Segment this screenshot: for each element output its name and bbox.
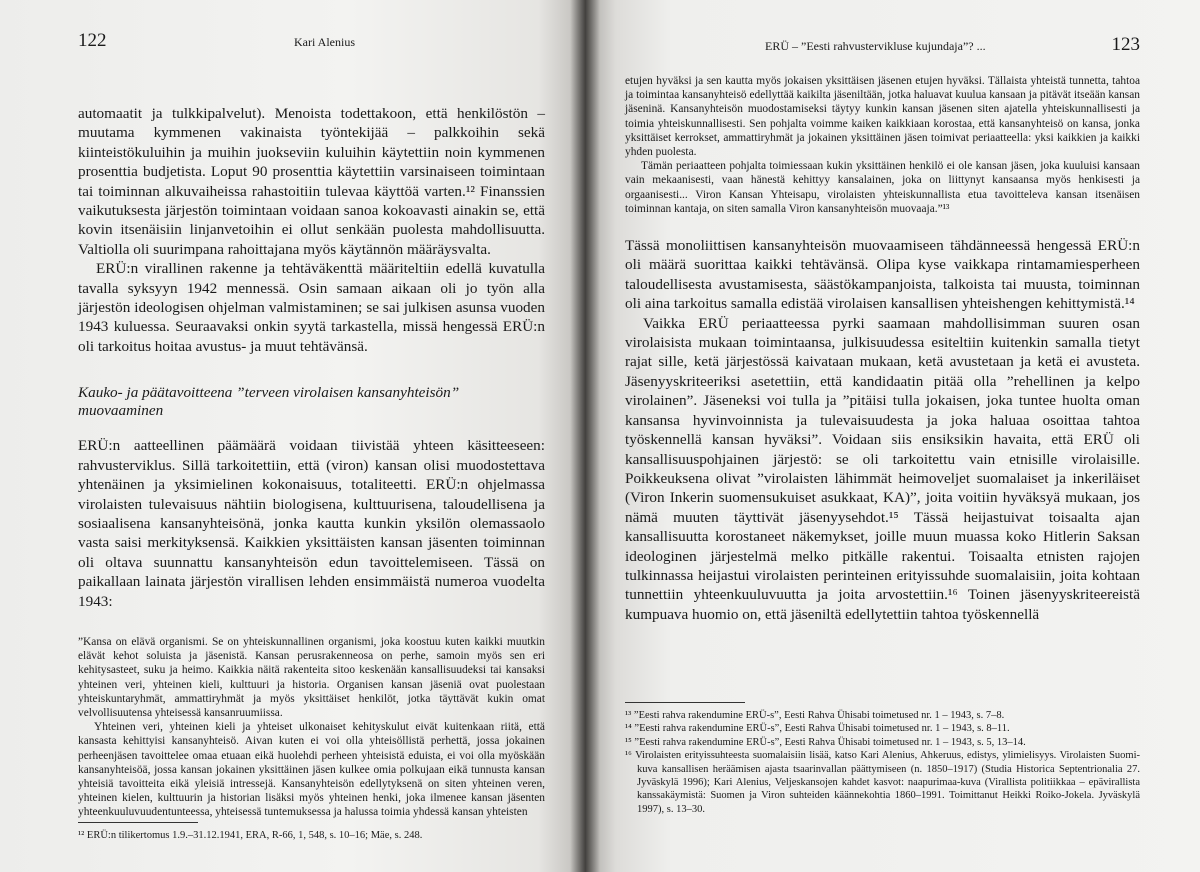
quote-paragraph: ”Kansa on elävä organismi. Se on yhteiskunnallinen organismi, joka koostuu kuten kaikki muutkin elävät kehot soluista ja jäsenistä. Kansan perusrakenneosa on perhe, samoin myös sen eri kehitysasteet, suku ja heimo. Kaikkia näitä rakenteita sitoo keskenään kansallisuudeksi tai kansaksi yhteinen veri, yhteinen kieli, kulttuuri ja historia. Organisen kansan jäseniä ovat puolestaan yhteiskuntaryhmät, ammattiryhmät ja myös yksittäiset henkilöt, jotka täyttävät kukin omat velvollisuutensa yhteisessä kansanruumiissa. bbox=[78, 635, 545, 719]
left-page-number: 122 bbox=[78, 30, 107, 51]
right-page bbox=[585, 0, 1200, 872]
left-body-text bbox=[78, 104, 545, 611]
left-page bbox=[0, 0, 585, 872]
footnote: ¹² ERÜ:n tilikertomus 1.9.–31.12.1941, ERA, R-66, 1, 548, s. 10–16; Mäe, s. 248. bbox=[78, 830, 423, 841]
right-running-head bbox=[625, 34, 1140, 74]
footnote-rule bbox=[625, 702, 745, 703]
paragraph: ERÜ:n aatteellinen päämäärä voidaan tiivistää yhteen käsitteeseen: rahvusterviklus. Sillä tarkoitettiin, että (viron) kansan olisi muodostettava yhtenäinen ja yksimielinen kokonaisuus, totaliteetti. ERÜ:n ohjelmassa virolaisten tulevaisuus nähtiin biologisena, kulttuurisena, taloudellisena ja sosiaalisena kansanyhteisönä, jonka kautta kunkin yksilön olemassaolo vasta saisi merkityksensä. Kaikkien yksittäisten kansan jäsenten toiminnan oli oltava suunnattu kansanyhteisön edun tavoittelemiseen. Tässä on paikallaan lainata järjestön virallisen lehden ensimmäistä numeroa vuodelta 1943: bbox=[78, 437, 545, 610]
quote-paragraph: Yhteinen veri, yhteinen kieli ja yhteiset ulkonaiset kehityskulut eivät kuitenkaan riitä, että kansasta kehittyisi kansanyhteisö. Aivan kuten ei voi olla yhteisöllistä perhettä, jossa jokainen perheenjäsen tavoittelee omaa etuaan eikä huolehdi perheen yhteisistä eduista, ei voi olla myöskään kansanyhteisöä, jossa kansan jokainen yksittäinen jäsen kulkee omia polkujaan eikä tunnusta kansan yhteisiä tavoitteita eikä yleisiä intressejä. Kansanyhteisön edellytyksenä on siten yhteinen veren, yhteinen kielen, kulttuurin ja historian lisäksi myös yhteinen henki, joka ilmenee kansan jäsenten yhteenkuuluvuudentunteessa, yhteisessä tuntemuksessa ja halussa toimia yhdessä kansan yhteisten bbox=[78, 721, 545, 819]
footnote: ¹⁵ ”Eesti rahva rakendumine ERÜ-s”, Eesti Rahva Ühisabi toimetused nr. 1 – 1943, s. 5, 13–14. bbox=[625, 736, 1026, 748]
block-quote bbox=[78, 635, 545, 820]
left-running-head bbox=[78, 30, 545, 70]
paragraph: Vaikka ERÜ periaatteessa pyrki saamaan mahdollisimman suuren osan virolaisista mukaan toimintaansa, julkisuudessa esiteltiin kuitenkin samalla tietyt rajat sille, ketä järjestössä kaivataan mukaan, ketä avustetaan ja ketä ei avusteta. Jäsenyyskriteeriksi asetettiin, että kandidaatin pitää olla ”rehellinen ja kelpo virolainen”. Jäseneksi voi tulla ja ”pitäisi tulla jokaisen, joka tuntee huolta oman kansansa hyvinvoinnista ja tulevaisuudesta ja joka haluaa osoittaa tahtoa työskennellä kansan hyväksi”. Voidaan siis ensiksikin havaita, että ERÜ oli kansallisuuspohjainen järjestö: se oli tarkoitettu vain etnisille virolaisille. Poikkeuksena olivat ”virolaisten lähimmät heimoveljet suomalaiset ja inkeriläiset (Viron Inkerin suomensukuiset asukkaat, KA)”, joita voitiin hyväksyä mukaan, jos nämä muuten täyttivät jäsenyysehdot.¹⁵ Tässä heijastuivat toisaalta ajan kansallisuutta korostaneet näkemykset, joille muun muassa koko Hitlerin Saksan ideologinen järjestelmä melko pitkälle rakentui. Toisaalta etnisten rajojen tulkinnassa heijastui virolaisten perinteinen erityissuhde suomalaisiin, joita kohtaan tunnettiin yhteenkuuluvuutta ja joita arvostettiin.¹⁶ Toinen jäsenyyskriteereistä kumpuava huomio on, että jäseniltä edellytettiin tahtoa työskennellä bbox=[625, 314, 1140, 623]
right-footnotes bbox=[625, 702, 1140, 816]
footnote: ¹⁶ Virolaisten erityissuhteesta suomalaisiin lisää, katso Kari Alenius, Ahkeruus, edistys, ylimielisyys. Virolaisten Suomi-kuva kansallisen heräämisen ajasta tsaarinvallan päättymiseen (n. 1850–1917) (Studia Historica Septentrionalia 27. Jyväskylä 1996); Kari Alenius, Veljeskansojen kahdet kasvot: naapurimaa-kuva (Virallista politiikkaa – epävirallista kanssakäymistä: Suomen ja Viron suhteiden käännekohtia 1860–1991. Toimittanut Heikki Roiko-Jokela. Jyväskylä 1997), s. 13–30. bbox=[625, 750, 1140, 815]
paragraph: ERÜ:n virallinen rakenne ja tehtäväkenttä määriteltiin edellä kuvatulla tavalla syksyyn 1942 mennessä. Osin samaan aikaan oli jo työn alla järjestön ideologisen ohjelman valmistaminen; se sai julkisen asunsa vuoden 1943 kuluessa. Seuraavaksi onkin syytä tarkastella, missä hengessä ERÜ:n oli tarkoitus hoitaa avustus- ja muut tehtävänsä. bbox=[78, 260, 545, 355]
block-quote-continued bbox=[625, 74, 1140, 216]
right-running-title: ERÜ – ”Eesti rahvustervikluse kujundaja”? ... bbox=[765, 39, 986, 53]
paragraph: Tässä monoliittisen kansanyhteisön muovaamiseen tähdänneessä hengessä ERÜ:n oli määrä suorittaa kaikki tehtävänsä. Olipa kyse vaikkapa rintamamiesperheen taloudellisesta avustamisesta, säästökampanjoista, talkoista tai muusta, toiminnan oli aina tarkoitus samalla edistää virolaisen kansallisen yhteishengen kehittymistä.¹⁴ bbox=[625, 237, 1140, 313]
section-heading: Kauko- ja päätavoitteena ”terveen virolaisen kansanyhteisön” muovaaminen bbox=[78, 384, 460, 420]
right-body-text bbox=[625, 236, 1140, 624]
footnote: ¹⁴ ”Eesti rahva rakendumine ERÜ-s”, Eesti Rahva Ühisabi toimetused nr. 1 – 1943, s. 8–11. bbox=[625, 723, 1010, 735]
book-gutter bbox=[570, 0, 600, 872]
right-page-number: 123 bbox=[1111, 34, 1140, 55]
footnote-rule bbox=[78, 822, 198, 823]
quote-paragraph: Tämän periaatteen pohjalta toimiessaan kukin yksittäinen henkilö ei ole kansan jäsen, joka kuuluisi kansaan vain mekaanisesti, vaan hänestä kehittyy kansalainen, joka on liittynyt kansaansa myös henkisesti ja orgaanisesti... Viron Kansan Yhteisapu, virolaisten yhteiskunnallista etua tavoitteleva kansan itsenäisen toiminnan kantaja, on siten samalla Viron kansanyhteisön muovaaja.”¹³ bbox=[625, 160, 1140, 215]
left-running-title: Kari Alenius bbox=[294, 35, 355, 49]
left-footnotes bbox=[78, 822, 545, 842]
footnote: ¹³ ”Eesti rahva rakendumine ERÜ-s”, Eesti Rahva Ühisabi toimetused nr. 1 – 1943, s. 7–8. bbox=[625, 710, 1005, 721]
paragraph: automaatit ja tulkkipalvelut). Menoista todettakoon, että henkilöstön – muutama kymmenen vakinaista työntekijää – palkkoihin sekä kiinteistökuluihin ja muihin juokseviin kuluihin käytettiin noin kymmenen prosenttia budjetista. Loput 90 prosenttia käytettiin varsinaiseen toimintaan tai toiminnan alkuvaiheissa rahastoitiin tulevaa käyttöä varten.¹² Finanssien vaikutuksesta järjestön toimintaan voidaan sanoa kokoavasti ainakin se, että kovin itsenäisiin linjanvetoihin ei ollut senkään puolesta mahdollisuutta. Valtiolla oli suurimpana rahoittajana myös käytännön määräysvalta. bbox=[78, 105, 545, 258]
quote-paragraph: etujen hyväksi ja sen kautta myös jokaisen yksittäisen jäsenen etujen hyväksi. Tällaista yhteistä tunnetta, tahtoa ja toimintaa kansanyhteisö edellyttää kaikilta jäseniltään, jotka haluavat kuulua kansaan ja pitävät itseään kansan jäseninä. Kansanyhteisön muodostamiseksi täytyy kunkin kansan jäsenen siten ajatella yhteiskunnallisesti ja toimia yhteiskunnallisesti. Sen pohjalta voimme kaiken kaikkiaan korostaa, että kansanyhteisö on kansa, jonka yksittäiset kerrokset, ammattiryhmät ja jokainen yksittäinen jäsen toimivat periaatteella: yksi kaikkien ja kaikki yhden puolesta. bbox=[625, 75, 1140, 159]
